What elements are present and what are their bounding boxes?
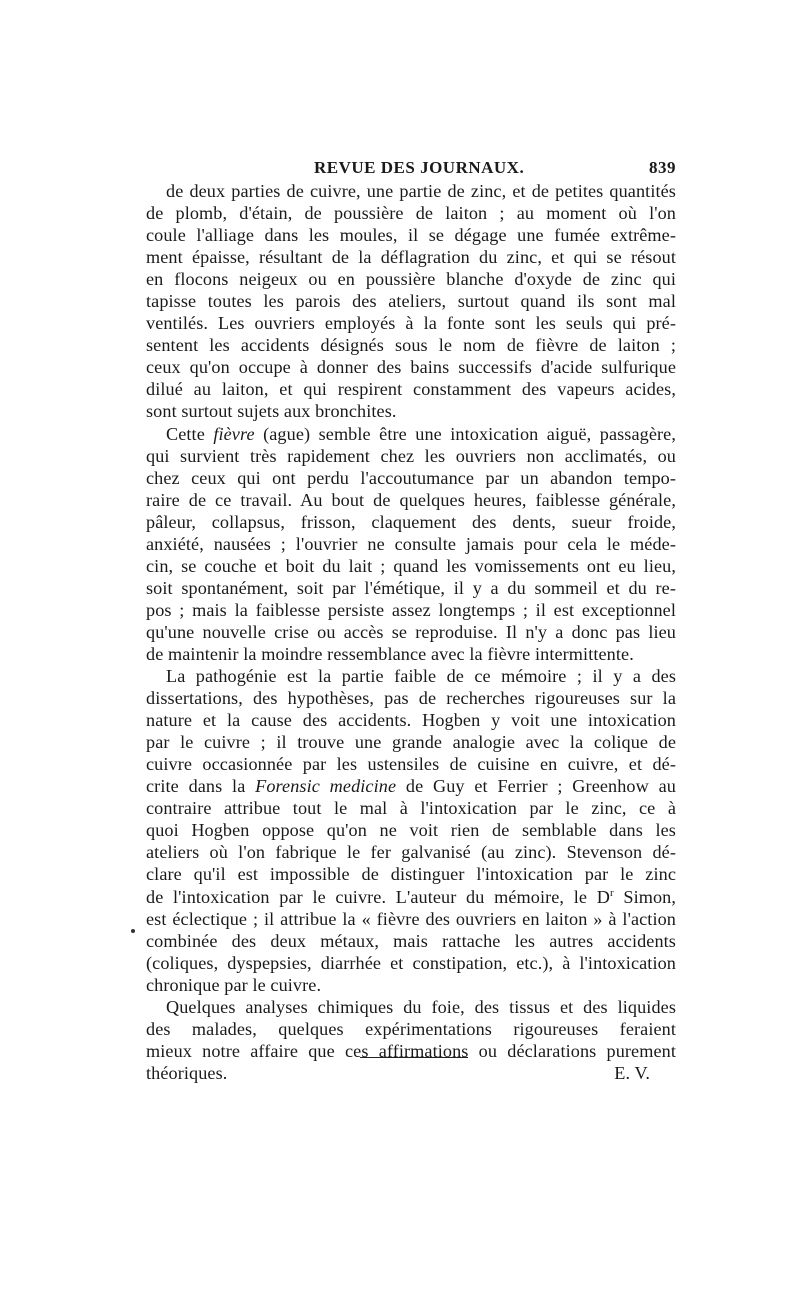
text-line: quoi Hogben oppose qu'on ne voit rien de semblable dans les bbox=[146, 820, 676, 841]
text-line: ceux qu'on occupe à donner des bains successifs d'acide sulfurique bbox=[146, 357, 676, 378]
text-line: est éclectique ; il attribue la « fièvre des ouvriers en laiton » à l'action bbox=[146, 908, 676, 929]
text-line: pâleur, collapsus, frisson, claquement des dents, sueur froide, bbox=[146, 511, 676, 532]
text-line: dilué au laiton, et qui respirent constamment des vapeurs acides, bbox=[146, 379, 676, 400]
text-line: Quelques analyses chimiques du foie, des tissus et des liquides bbox=[166, 996, 676, 1017]
text-line: cuivre occasionnée par les ustensiles de cuisine en cuivre, et dé- bbox=[146, 754, 676, 775]
document-page bbox=[146, 150, 676, 1084]
text-line: ateliers où l'on fabrique le fer galvanisé (au zinc). Stevenson dé- bbox=[146, 842, 676, 863]
text-line: nature et la cause des accidents. Hogben y voit une intoxication bbox=[146, 710, 676, 731]
text-line: qui survient très rapidement chez les ouvriers non acclimatés, ou bbox=[146, 445, 676, 466]
text-line: pos ; mais la faiblesse persiste assez longtemps ; il est exceptionnel bbox=[146, 599, 676, 620]
text-line: combinée des deux métaux, mais rattache les autres accidents bbox=[146, 930, 676, 951]
text-line: de maintenir la moindre ressemblance avec la fièvre intermittente. bbox=[146, 643, 634, 664]
text-line: sentent les accidents désignés sous le nom de fièvre de laiton ; bbox=[146, 335, 676, 356]
text-line: contraire attribue tout le mal à l'intoxication par le zinc, ce à bbox=[146, 798, 676, 819]
text-line: de plomb, d'étain, de poussière de laiton ; au moment où l'on bbox=[146, 203, 676, 224]
text-line: chronique par le cuivre. bbox=[146, 974, 322, 995]
text-line: qu'une nouvelle crise ou accès se reproduise. Il n'y a donc pas lieu bbox=[146, 621, 676, 642]
margin-dot bbox=[131, 929, 135, 933]
text-line: soit spontanément, soit par l'émétique, il y a du sommeil et du re- bbox=[146, 577, 676, 598]
text-line: tapisse toutes les parois des ateliers, surtout quand ils sont mal bbox=[146, 291, 676, 312]
text-line: crite dans la Forensic medicine de Guy et Ferrier ; Greenhow au bbox=[146, 776, 676, 797]
text-line: dissertations, des hypothèses, pas de recherches rigoureuses sur la bbox=[146, 688, 676, 709]
author-signature: E. V. bbox=[614, 1062, 650, 1083]
text-line: chez ceux qui ont perdu l'accoutumance par un abandon tempo- bbox=[146, 467, 676, 488]
text-line: raire de ce travail. Au bout de quelques heures, faiblesse générale, bbox=[146, 489, 676, 510]
paragraph bbox=[146, 423, 676, 666]
text-line: cin, se couche et boit du lait ; quand les vomissements ont eu lieu, bbox=[146, 555, 676, 576]
text-line: mieux notre affaire que ces affirmations ou déclarations purement bbox=[146, 1040, 676, 1061]
text-line: (coliques, dyspepsies, diarrhée et constipation, etc.), à l'intoxication bbox=[146, 952, 676, 973]
closing-word: théoriques. bbox=[146, 1062, 228, 1083]
body-text bbox=[146, 180, 676, 1084]
text-line: anxiété, nausées ; l'ouvrier ne consulte jamais pour cela le méde- bbox=[146, 533, 676, 554]
text-line: clare qu'il est impossible de distinguer l'intoxication par le zinc bbox=[146, 864, 676, 885]
text-line: ventilés. Les ouvriers employés à la fonte sont les seuls qui pré- bbox=[146, 313, 676, 334]
text-line: en flocons neigeux ou en poussière blanche d'oxyde de zinc qui bbox=[146, 269, 676, 290]
text-line: coule l'alliage dans les moules, il se dégage une fumée extrême- bbox=[146, 225, 676, 246]
paragraph bbox=[146, 180, 676, 423]
text-line: ment épaisse, résultant de la déflagration du zinc, et qui se résout bbox=[146, 247, 676, 268]
text-line: Cette fièvre (ague) semble être une intoxication aiguë, passagère, bbox=[166, 423, 676, 444]
running-title: REVUE DES JOURNAUX. bbox=[314, 158, 525, 177]
text-line: La pathogénie est la partie faible de ce mémoire ; il y a des bbox=[166, 666, 676, 687]
text-line: des malades, quelques expérimentations rigoureuses feraient bbox=[146, 1018, 676, 1039]
running-head bbox=[146, 150, 676, 180]
text-line: sont surtout sujets aux bronchites. bbox=[146, 401, 397, 422]
closing-line bbox=[146, 1062, 676, 1084]
paragraph bbox=[146, 665, 676, 996]
text-line: de l'intoxication par le cuivre. L'auteur du mémoire, le $D^r$ Simon, bbox=[146, 886, 676, 907]
page-number: 839 bbox=[649, 158, 676, 177]
paragraph bbox=[146, 996, 676, 1062]
text-line: par le cuivre ; il trouve une grande analogie avec la colique de bbox=[146, 732, 676, 753]
text-line: de deux parties de cuivre, une partie de zinc, et de petites quantités bbox=[166, 181, 676, 201]
end-rule bbox=[360, 1057, 468, 1058]
